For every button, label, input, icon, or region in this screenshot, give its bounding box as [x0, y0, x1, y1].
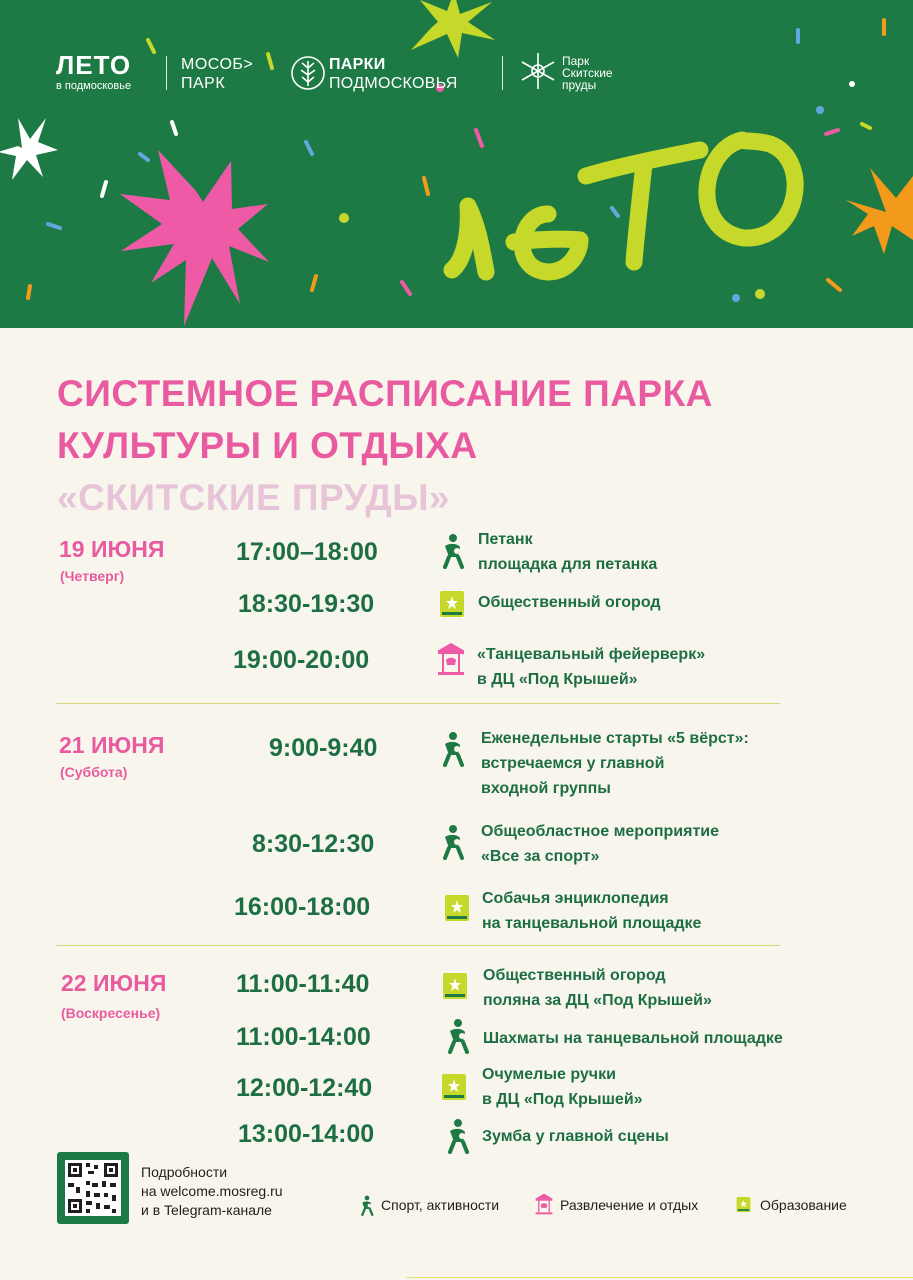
logo-skit-line2: Скитские [562, 66, 613, 80]
qr-code-icon [57, 1152, 129, 1224]
event-line: входной группы [481, 780, 611, 797]
orange-star-icon [846, 168, 913, 254]
legend-sport-icon [360, 1195, 374, 1216]
title-line-1: СИСТЕМНОЕ РАСПИСАНИЕ ПАРКА [57, 373, 713, 414]
title-line-3: «СКИТСКИЕ ПРУДЫ» [57, 477, 451, 518]
logo-separator [502, 56, 503, 90]
logo-skit-line3: пруды [562, 78, 597, 92]
event-description [483, 1026, 783, 1051]
event-line: Еженедельные старты «5 вёрст»: [481, 730, 749, 747]
legend-carousel-icon [534, 1193, 554, 1215]
logo-parki-line2: ПОДМОСКОВЬЯ [329, 75, 458, 92]
event-line: Петанк [478, 531, 533, 548]
qr-code[interactable] [57, 1152, 129, 1224]
title-line-2: КУЛЬТУРЫ И ОТДЫХА [57, 425, 478, 466]
day-weekday: (Воскресенье) [61, 1005, 161, 1021]
event-time: 18:30-19:30 [238, 590, 375, 618]
education-icon [439, 590, 465, 618]
sport-icon [446, 1118, 470, 1154]
event-time: 16:00-18:00 [234, 893, 371, 921]
logo-leto-subtitle: в подмосковье [56, 80, 132, 92]
event-time: 11:00-14:00 [236, 1023, 371, 1051]
education-icon [441, 1073, 467, 1101]
event-line: «Все за спорт» [481, 848, 600, 865]
header-banner [0, 0, 913, 328]
day-weekday: (Четверг) [60, 568, 125, 584]
snowflake-icon [522, 53, 554, 89]
event-description [482, 886, 701, 936]
leto-lettering [452, 140, 795, 272]
sport-icon [441, 731, 465, 767]
sport-icon [446, 1018, 470, 1054]
bottom-decor-line [406, 1277, 913, 1278]
event-description [482, 1062, 643, 1112]
event-line: на танцевальной площадке [482, 915, 702, 932]
event-line: Зумба у главной сцены [482, 1128, 669, 1145]
event-line: Шахматы на танцевальной площадке [483, 1030, 783, 1047]
event-description [478, 527, 657, 577]
event-line: Очумелые ручки [482, 1066, 616, 1083]
education-icon [442, 972, 468, 1000]
event-description [481, 726, 749, 801]
event-description [481, 819, 719, 869]
pink-star-icon [120, 150, 269, 326]
event-line: в ДЦ «Под Крышей» [482, 1091, 643, 1108]
info-line: и в Telegram-канале [141, 1202, 272, 1218]
logo-leto [56, 52, 131, 92]
event-time: 17:00–18:00 [236, 538, 378, 566]
event-line: Общеобластное мероприятие [481, 823, 720, 840]
event-line: встречаемся у главной [481, 755, 665, 772]
day-divider [56, 945, 780, 946]
info-link[interactable]: на welcome.mosreg.ru [141, 1183, 283, 1199]
education-icon [444, 894, 470, 922]
sport-icon [441, 533, 465, 569]
event-line: в ДЦ «Под Крышей» [477, 671, 638, 688]
lime-star-icon [411, 0, 495, 58]
info-line: Подробности [141, 1164, 228, 1180]
event-time: 12:00-12:40 [236, 1074, 373, 1102]
logo-mosob-line1: МОСОБ> [181, 56, 254, 73]
logo-skit-line1: Парк [562, 54, 590, 68]
page-title [57, 368, 713, 524]
confetti-decoration [0, 0, 913, 328]
day-date: 19 ИЮНЯ [59, 536, 165, 562]
logo-mosobpark [181, 55, 253, 93]
event-time: 13:00-14:00 [238, 1120, 375, 1148]
day-divider [56, 703, 780, 704]
day-date: 21 ИЮНЯ [59, 732, 165, 758]
logo-separator [166, 56, 167, 90]
event-time: 11:00-11:40 [236, 970, 370, 998]
event-time: 9:00-9:40 [269, 734, 378, 762]
event-line: Собачья энциклопедия [482, 890, 669, 907]
logo-parki-podmoskovya [329, 55, 458, 93]
event-description [483, 963, 712, 1013]
event-line: поляна за ДЦ «Под Крышей» [483, 992, 712, 1009]
event-description [478, 590, 661, 615]
legend-sport-label: Спорт, активности [381, 1197, 500, 1213]
event-time: 19:00-20:00 [233, 646, 370, 674]
legend-education-icon [736, 1196, 751, 1213]
event-line: Общественный огород [483, 967, 666, 984]
logo-skitskie-prudy [562, 55, 613, 91]
legend-education-label: Образование [760, 1197, 847, 1213]
more-info-text [141, 1163, 283, 1220]
logo-parki-line1: ПАРКИ [329, 56, 386, 73]
white-star-icon [0, 118, 58, 180]
logo-mosob-line2: ПАРК [181, 75, 226, 92]
legend-leisure-label: Развлечение и отдых [560, 1197, 699, 1213]
day-weekday: (Суббота) [60, 764, 128, 780]
carousel-icon [436, 642, 466, 676]
event-line: площадка для петанка [478, 556, 658, 573]
event-time: 8:30-12:30 [252, 830, 375, 858]
event-description [477, 642, 705, 692]
event-line: Общественный огород [478, 594, 661, 611]
logo-leto-text: ЛЕТО [56, 50, 132, 80]
event-line: «Танцевальный фейерверк» [477, 646, 706, 663]
sport-icon [441, 824, 465, 860]
event-description [482, 1124, 669, 1149]
day-date: 22 ИЮНЯ [61, 970, 167, 996]
